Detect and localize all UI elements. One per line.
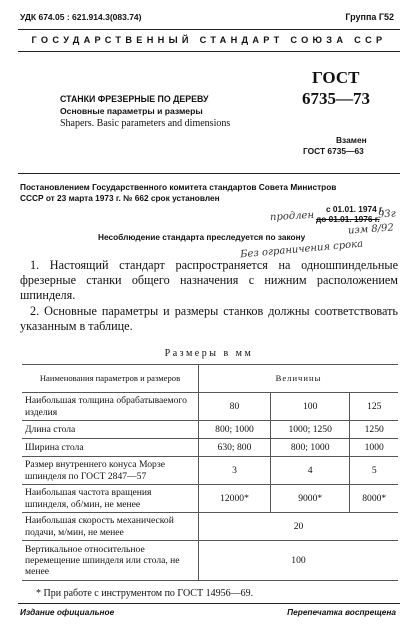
row-value: 4 [270, 457, 350, 485]
row-value: 1000 [350, 439, 398, 457]
top-rule-2 [18, 51, 400, 52]
footer-rule [18, 603, 400, 604]
resolution-line-1: Постановлением Государственного комитета стандартов Совета Министров [20, 182, 337, 192]
row-value: 3 [199, 457, 271, 485]
paragraph-1: 1. Настоящий стандарт распространяется на одношпиндельные фрезерные станки общего назначения с нижним расположением шпинделя. [20, 258, 398, 302]
resolution-line-2: СССР от 23 марта 1973 г. № 662 срок установлен [20, 193, 220, 203]
title-en: Shapers. Basic parameters and dimensions [60, 118, 231, 129]
table-row [22, 541, 398, 581]
table-row [22, 439, 398, 457]
table-caption: Размеры в мм [164, 348, 254, 359]
udk-code: УДК 674.05 : 621.914.3(083.74) [20, 12, 142, 22]
row-value: 800; 1000 [199, 421, 271, 439]
table-row [22, 513, 398, 541]
row-name: Размер внутреннего конуса Морзе шпинделя по ГОСТ 2847—57 [22, 457, 199, 485]
group-code: Группа Г52 [345, 12, 394, 22]
table-row [22, 485, 398, 513]
row-name: Наибольшая толщина обрабатываемого изделия [22, 393, 199, 421]
top-rule-1 [18, 29, 400, 30]
header-parameter-name: Наименования параметров и размеров [22, 365, 199, 393]
row-value: 9000* [270, 485, 350, 513]
row-name: Ширина стола [22, 439, 199, 457]
row-value: 100 [270, 393, 350, 421]
footnote: * При работе с инструментом по ГОСТ 14956—69. [36, 588, 254, 599]
replaces-number: ГОСТ 6735—63 [303, 146, 364, 156]
handwritten-year: 93г [377, 208, 397, 221]
effective-date-from: с 01.01. 1974 г. [326, 204, 384, 214]
handwritten-izm: изм 8/92 [347, 222, 395, 237]
row-value: 630; 800 [199, 439, 271, 457]
row-value: 100 [199, 541, 399, 581]
row-value: 5 [350, 457, 398, 485]
handwritten-extended: продлен [269, 209, 315, 224]
row-value: 8000* [350, 485, 398, 513]
gost-number: 6735—73 [302, 89, 370, 108]
row-value: 12000* [199, 485, 271, 513]
state-standard-banner: ГОСУДАРСТВЕННЫЙ СТАНДАРТ СОЮЗА ССР [31, 35, 387, 45]
table-header-row [22, 365, 398, 393]
row-value: 1250 [350, 421, 398, 439]
legal-notice: Несоблюдение стандарта преследуется по закону [98, 232, 306, 242]
table-row [22, 457, 398, 485]
effective-date-to: до 01.01. 1976 г. [316, 214, 380, 224]
row-name: Наибольшая скорость механической подачи, м/мин, не менее [22, 513, 199, 541]
header-values: Величины [199, 365, 399, 393]
title-rule [18, 173, 400, 174]
handwritten-margin-note: Без ограничения срока [239, 238, 364, 261]
row-name: Наибольшая частота вращения шпинделя, об/мин, не менее [22, 485, 199, 513]
gost-label: ГОСТ [312, 68, 360, 87]
row-value: 800; 1000 [270, 439, 350, 457]
row-value: 1000; 1250 [270, 421, 350, 439]
parameters-table [22, 364, 398, 581]
subtitle-ru: Основные параметры и размеры [60, 106, 203, 116]
row-value: 125 [350, 393, 398, 421]
row-value: 80 [199, 393, 271, 421]
replaces-label: Взамен [336, 135, 367, 145]
row-name: Длина стола [22, 421, 199, 439]
row-name: Вертикальное относительное перемещение шпинделя или стола, не менее [22, 541, 199, 581]
reprint-prohibited-label: Перепечатка воспрещена [287, 607, 396, 617]
table-row [22, 421, 398, 439]
title-ru: СТАНКИ ФРЕЗЕРНЫЕ ПО ДЕРЕВУ [60, 94, 209, 104]
paragraph-2: 2. Основные параметры и размеры станков должны соответствовать указанным в таблице. [20, 304, 398, 333]
official-edition-label: Издание официальное [20, 607, 115, 617]
table-row [22, 393, 398, 421]
row-value: 20 [199, 513, 399, 541]
